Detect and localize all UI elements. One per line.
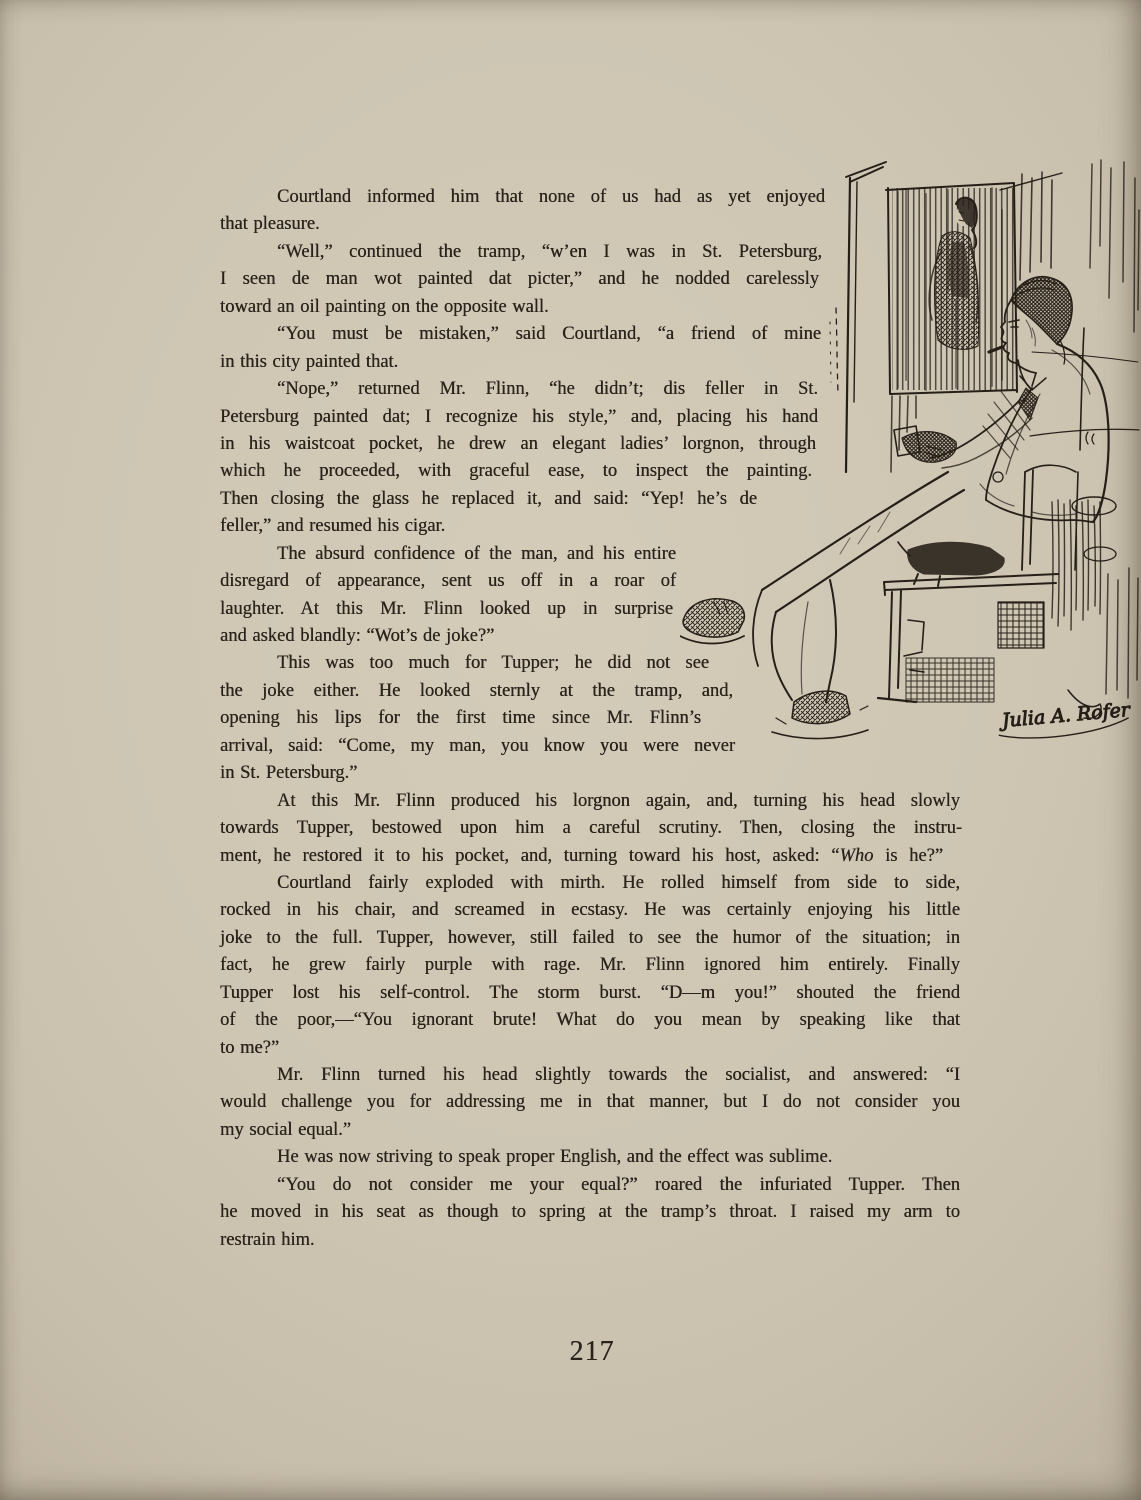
text-line: restrain him. [220,1229,315,1250]
text-line: my social equal.” [220,1119,351,1140]
signature-text: Julia A. Rofer [1001,698,1131,733]
text-line: He was now striving to speak proper English, and the effect was sublime. [277,1147,833,1168]
text-line: of the poor,—“You ignorant brute! What do you mean by speaking like that [220,1010,960,1031]
wall-lines [830,162,886,472]
text-line: in his waistcoat pocket, he drew an elegant ladies’ lorgnon, through [220,433,816,454]
text-line: in St. Petersburg.” [220,763,358,784]
text-line: towards Tupper, bestowed upon him a careful scrutiny. Then, closing the instru- [220,818,962,839]
text-line: feller,” and resumed his cigar. [220,516,446,537]
text-line: disregard of appearance, sent us off in a roar of [220,571,676,592]
text-line: This was too much for Tupper; he did not see [277,653,709,674]
page-number: 217 [569,1336,615,1367]
text-line: “Nope,” returned Mr. Flinn, “he didn’t; dis feller in St. [277,379,818,400]
text-line: that pleasure. [220,214,320,235]
text-line: “You do not consider me your equal?” roared the infuriated Tupper. Then [277,1174,960,1195]
text-line: Mr. Flinn turned his head slightly towards the socialist, and answered: “I [277,1065,960,1085]
text-line: would challenge you for addressing me in that manner, but I do not consider you [220,1092,960,1113]
text-line: “You must be mistaken,” said Courtland, “a friend of mine [277,324,821,345]
text-line: “Well,” continued the tramp, “w’en I was in St. Petersburg, [277,241,822,262]
artist-signature [997,699,1133,742]
text-line: Petersburg painted dat; I recognize his style,” and, placing his hand [220,406,818,427]
text-line: Then closing the glass he replaced it, and said: “Yep! he’s de [220,488,757,509]
text-line: joke to the full. Tupper, however, still failed to see the humor of the situation; in [220,927,960,948]
text-line: to me?” [220,1037,280,1058]
text-line: Tupper lost his self-control. The storm burst. “D—m you!” shouted the friend [220,982,960,1003]
text-line: rocked in his chair, and screamed in ecstasy. He was certainly enjoying his little [220,900,960,921]
text-line: Courtland fairly exploded with mirth. He rolled himself from side to side, [277,872,960,893]
text-line: fact, he grew fairly purple with rage. Mr. Flinn ignored him entirely. Finally [220,955,960,976]
text-line: in this city painted that. [220,351,399,372]
text-line: which he proceeded, with graceful ease, to inspect the painting. [220,461,812,482]
text-line: The absurd confidence of the man, and his entire [277,543,676,564]
text-line: he moved in his seat as though to spring at the tramp’s throat. I raised my arm to [220,1202,960,1223]
text-line: the joke either. He looked sternly at the tramp, and, [220,680,733,701]
text-line: opening his lips for the first time since Mr. Flinn’s [220,708,701,729]
text-line: toward an oil painting on the opposite wall. [220,296,549,317]
text-line: I seen de man wot painted dat picter,” and he nodded carelessly [220,269,819,290]
bench [878,465,1116,718]
text-line: laughter. At this Mr. Flinn looked up in surprise [220,598,673,619]
illustration [680,150,1140,750]
text-line: arrival, said: “Come, my man, you know you were never [220,735,735,756]
text-line: and asked blandly: “Wot’s de joke?” [220,626,495,646]
text-line: Courtland informed him that none of us had as yet enjoyed [277,187,825,207]
text-line: ment, he restored it to his pocket, and, turning toward his host, asked: “Who is he?” [220,845,943,866]
text-line: At this Mr. Flinn produced his lorgnon again, and, turning his head slowly [277,790,960,811]
